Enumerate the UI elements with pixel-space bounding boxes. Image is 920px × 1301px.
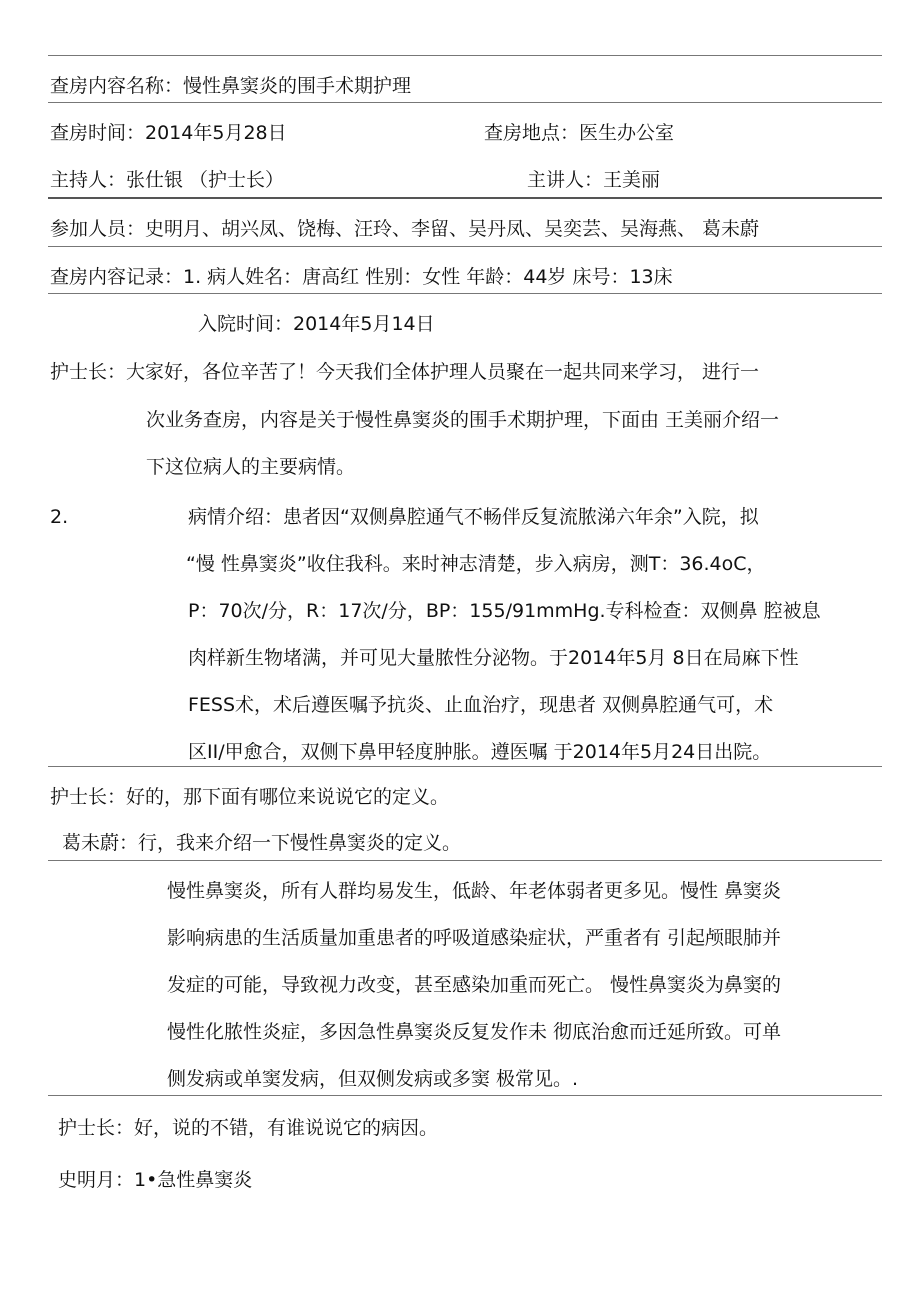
divider [48, 197, 882, 199]
condition-line: 肉样新生物堵满，并可见大量脓性分泌物。于2014年5月 8日在局麻下性 [188, 647, 799, 669]
divider [48, 860, 882, 861]
definition-line: 影响病患的生活质量加重患者的呼吸道感染症状，严重者有 引起颅眼肺并 [167, 927, 782, 949]
nurse-question: 护士长：好的，那下面有哪位来说说它的定义。 [50, 786, 450, 808]
rounds-location: 查房地点：医生办公室 [484, 122, 675, 144]
rounds-host: 主持人：张仕银 （护士长） [50, 169, 285, 191]
admission-time: 入院时间：2014年5月14日 [198, 313, 435, 335]
divider [48, 293, 882, 294]
divider [48, 102, 882, 103]
nurse-intro-line: 下这位病人的主要病情。 [146, 456, 356, 478]
condition-line: “慢 性鼻窦炎”收住我科。来时神志清楚，步入病房，测T：36.4oC， [186, 553, 766, 575]
divider [48, 766, 882, 767]
nurse-question: 护士长：好，说的不错，有谁说说它的病因。 [58, 1117, 439, 1139]
definition-line: 侧发病或单窦发病，但双侧发病或多窦 极常见。. [167, 1068, 579, 1090]
item-number: 2. [50, 506, 69, 528]
condition-line: FESS术，术后遵医嘱予抗炎、止血治疗，现患者 双侧鼻腔通气可，术 [188, 694, 774, 716]
rounds-participants: 参加人员：史明月、胡兴凤、饶梅、汪玲、李留、吴丹凤、吴奕芸、吴海燕、 葛未蔚 [50, 218, 760, 240]
rounds-time: 查房时间：2014年5月28日 [50, 122, 287, 144]
definition-line: 发症的可能，导致视力改变，甚至感染加重而死亡。 慢性鼻窦炎为鼻窦的 [167, 974, 782, 996]
ge-answer: 葛未蔚：行，我来介绍一下慢性鼻窦炎的定义。 [62, 832, 462, 854]
nurse-intro-line: 护士长：大家好，各位辛苦了！今天我们全体护理人员聚在一起共同来学习， 进行一 [50, 361, 760, 383]
rounds-record: 查房内容记录：1. 病人姓名：唐高红 性别：女性 年龄：44岁 床号：13床 [50, 266, 673, 288]
divider [48, 1095, 882, 1096]
rounds-speaker: 主讲人：王美丽 [527, 169, 661, 191]
definition-line: 慢性鼻窦炎，所有人群均易发生，低龄、年老体弱者更多见。慢性 鼻窦炎 [167, 880, 782, 902]
nurse-intro-line: 次业务查房，内容是关于慢性鼻窦炎的围手术期护理，下面由 王美丽介绍一 [146, 409, 780, 431]
condition-line: 病情介绍：患者因“双侧鼻腔通气不畅伴反复流脓涕六年余”入院，拟 [188, 506, 759, 528]
shi-answer: 史明月：1•急性鼻窦炎 [58, 1169, 253, 1191]
divider [48, 55, 882, 56]
divider [48, 246, 882, 247]
condition-line: 区II/甲愈合，双侧下鼻甲轻度肿胀。遵医嘱 于2014年5月24日出院。 [188, 741, 772, 763]
condition-line: P：70次/分，R：17次/分，BP：155/91mmHg.专科检查：双侧鼻 腔被息 [188, 600, 821, 622]
rounds-title: 查房内容名称：慢性鼻窦炎的围手术期护理 [50, 75, 412, 97]
definition-line: 慢性化脓性炎症，多因急性鼻窦炎反复发作未 彻底治愈而迁延所致。可单 [167, 1021, 782, 1043]
